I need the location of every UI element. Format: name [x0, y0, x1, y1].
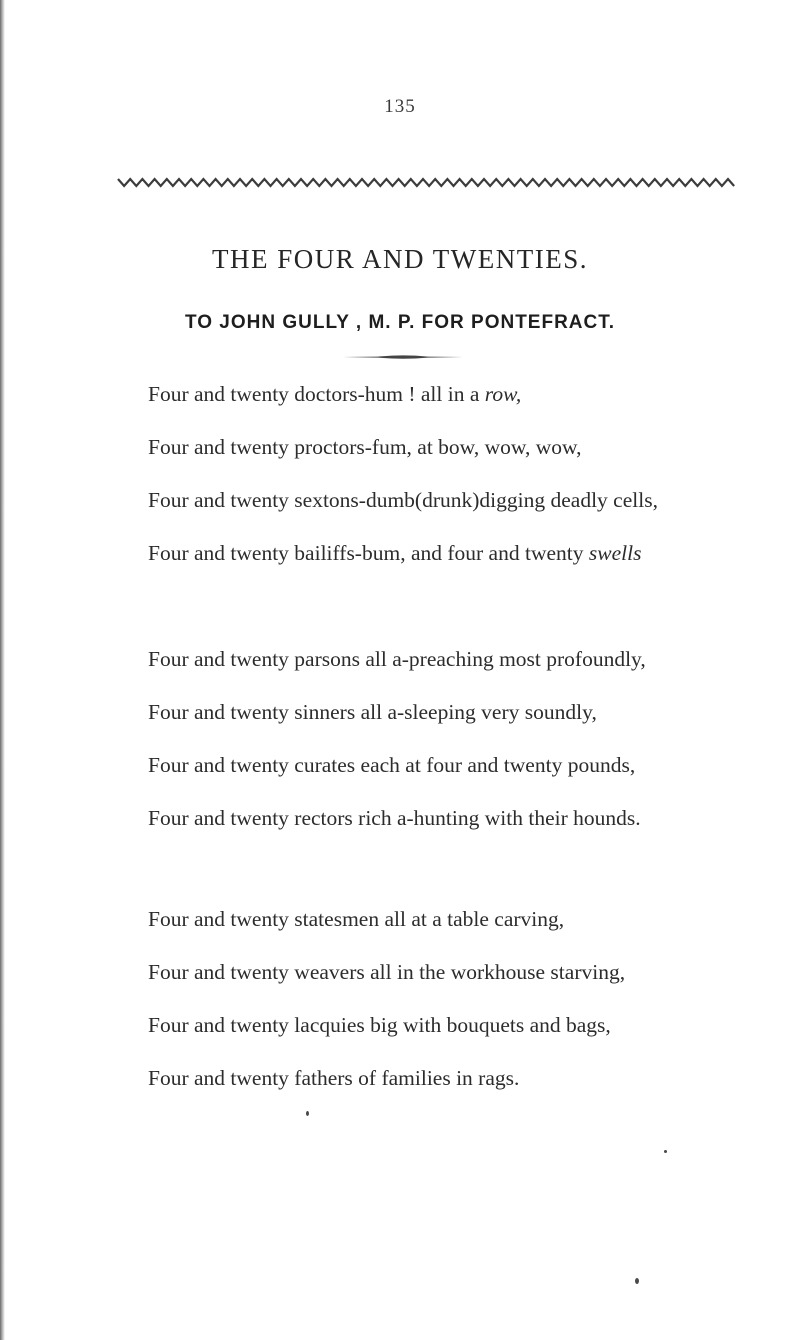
ornamental-rule — [116, 175, 736, 189]
verse-line — [148, 946, 788, 999]
verse-line — [148, 792, 788, 845]
verse-line — [148, 633, 788, 686]
verse-line — [148, 421, 788, 474]
verse-emphasis: row, — [484, 382, 522, 406]
verse-text: Four and twenty sinners all a-sleeping very soundly, — [148, 700, 597, 724]
verse-text: Four and twenty doctors-hum ! all in a — [148, 382, 485, 406]
stanza-3 — [148, 893, 788, 1105]
verse-text: Four and twenty fathers of families in rags. — [148, 1066, 520, 1090]
verse-line — [148, 527, 788, 580]
stanza-2 — [148, 633, 788, 845]
page-number: 135 — [384, 96, 416, 117]
ink-speck — [306, 1111, 309, 1116]
verse-text: Four and twenty weavers all in the workhouse starving, — [148, 960, 626, 984]
verse-line — [148, 474, 788, 527]
verse-text: Four and twenty rectors rich a-hunting with their hounds. — [148, 806, 641, 830]
verse-line — [148, 368, 788, 421]
stanza-1 — [148, 368, 788, 580]
verse-text: Four and twenty parsons all a-preaching most profoundly, — [148, 647, 646, 671]
verse-line — [148, 739, 788, 792]
title-divider-rule — [343, 354, 463, 360]
verse-text: Four and twenty statesmen all at a table carving, — [148, 907, 565, 931]
poem-dedication: TO JOHN GULLY , M. P. FOR PONTEFRACT. — [184, 312, 616, 333]
ink-speck — [664, 1150, 667, 1153]
verse-line — [148, 893, 788, 946]
verse-text: Four and twenty bailiffs-bum, and four and twenty — [148, 541, 589, 565]
page-binding-edge — [0, 0, 5, 1340]
verse-text: Four and twenty curates each at four and twenty pounds, — [148, 753, 636, 777]
ink-speck — [635, 1278, 639, 1284]
verse-text: Four and twenty lacquies big with bouquets and bags, — [148, 1013, 611, 1037]
verse-line — [148, 686, 788, 739]
verse-text: Four and twenty proctors-fum, at bow, wow, wow, — [148, 435, 582, 459]
verse-emphasis: swells — [588, 541, 642, 565]
poem-title: THE FOUR AND TWENTIES. — [212, 244, 588, 274]
verse-text: Four and twenty sextons-dumb(drunk)digging deadly cells, — [148, 488, 658, 512]
verse-line — [148, 1052, 788, 1105]
verse-line — [148, 999, 788, 1052]
